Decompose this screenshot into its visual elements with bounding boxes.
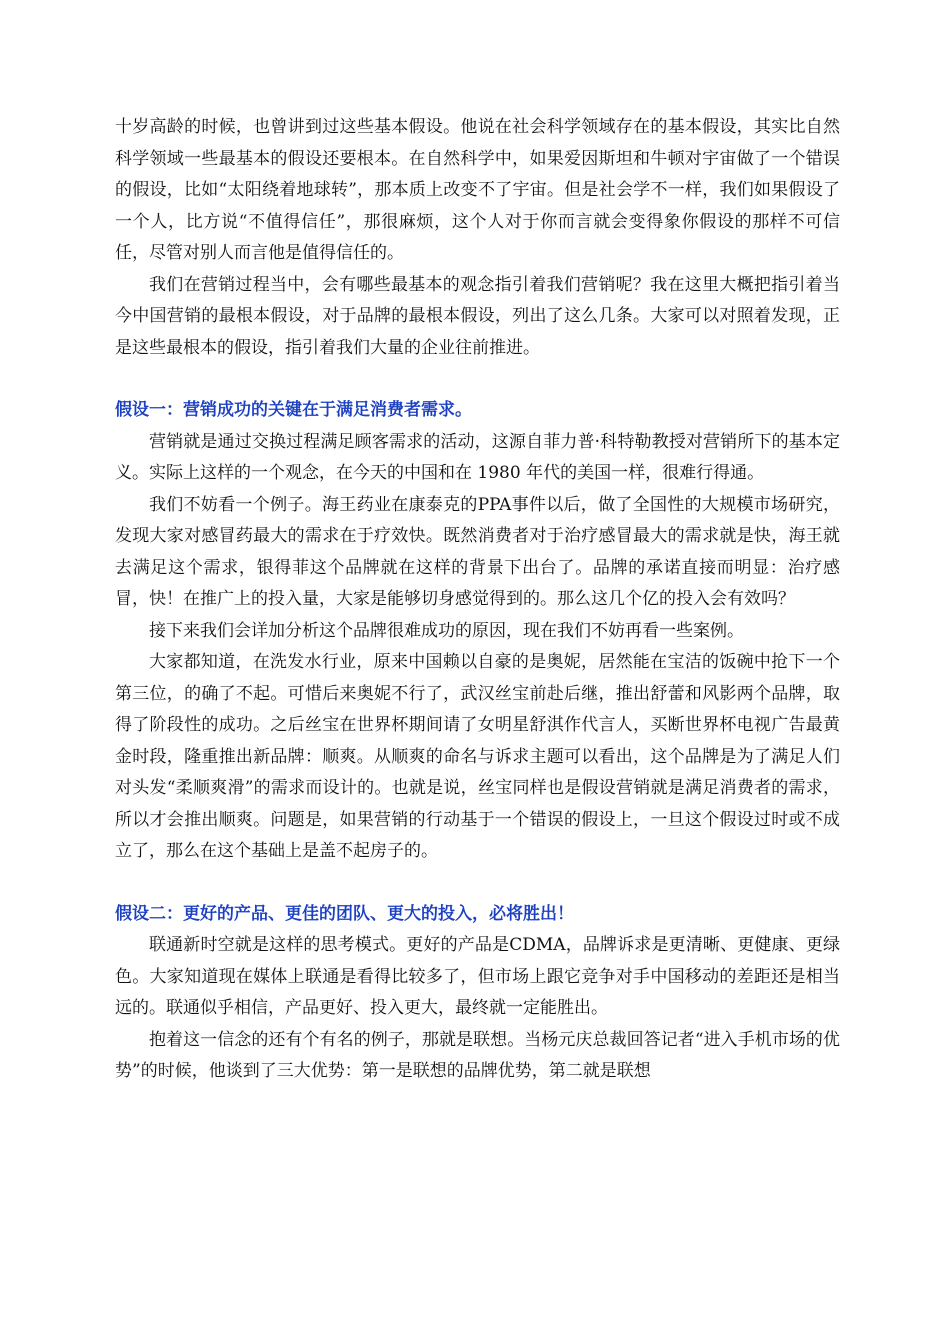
paragraph: 接下来我们会详加分析这个品牌很难成功的原因，现在我们不妨再看一些案例。 <box>149 620 744 641</box>
document-page <box>115 112 840 1088</box>
paragraph: 我们在营销过程当中，会有哪些最基本的观念指引着我们营销呢？我在这里大概把指引着当今中国营销的最根本假设，对于品牌的最根本假设，列出了这么几条。大家可以对照着发现，正是这些最根本的假设，指引着我们大量的企业往前推进。 <box>115 274 840 358</box>
section-heading: 假设二：更好的产品、更佳的团队、更大的投入，必将胜出！ <box>115 903 574 924</box>
paragraph: 十岁高龄的时候，也曾讲到过这些基本假设。他说在社会科学领域存在的基本假设，其实比自然科学领域一些最基本的假设还要根本。在自然科学中，如果爱因斯坦和牛顿对宇宙做了一个错误的假设，比如“太阳绕着地球转”，那本质上改变不了宇宙。但是社会学不一样，我们如果假设了一个人，比方说“不值得信任”，那很麻烦，这个人对于你而言就会变得象你假设的那样不可信任，尽管对别人而言他是值得信任的。 <box>115 117 840 263</box>
paragraph: 联通新时空就是这样的思考模式。更好的产品是CDMA，品牌诉求是更清晰、更健康、更绿色。大家知道现在媒体上联通是看得比较多了，但市场上跟它竞争对手中国移动的差距还是相当远的。联通似乎相信，产品更好、投入更大，最终就一定能胜出。 <box>115 935 840 1018</box>
spacer <box>115 364 840 395</box>
paragraph: 我们不妨看一个例子。海王药业在康泰克的PPA事件以后，做了全国性的大规模市场研究，发现大家对感冒药最大的需求在于疗效快。既然消费者对于治疗感冒最大的需求就是快，海王就去满足这个需求，银得菲这个品牌就在这样的背景下出台了。品牌的承诺直接而明显：治疗感冒，快！在推广上的投入量，大家是能够切身感觉得到的。那么这几个亿的投入会有效吗？ <box>115 494 840 609</box>
section-heading: 假设一：营销成功的关键在于满足消费者需求。 <box>115 400 472 420</box>
paragraph: 营销就是通过交换过程满足顾客需求的活动，这源自菲力普·科特勒教授对营销所下的基本定义。实际上这样的一个观念，在今天的中国和在 1980 年代的美国一样，很难行得通。 <box>115 431 840 483</box>
spacer <box>115 868 840 899</box>
paragraph: 抱着这一信念的还有个有名的例子，那就是联想。当杨元庆总裁回答记者“进入手机市场的优势”的时候，他谈到了三大优势：第一是联想的品牌优势，第二就是联想 <box>115 1029 840 1081</box>
paragraph: 大家都知道，在洗发水行业，原来中国赖以自豪的是奥妮，居然能在宝洁的饭碗中抢下一个第三位，的确了不起。可惜后来奥妮不行了，武汉丝宝前赴后继，推出舒蕾和风影两个品牌，取得了阶段性的成功。之后丝宝在世界杯期间请了女明星舒淇作代言人，买断世界杯电视广告最黄金时段，隆重推出新品牌：顺爽。从顺爽的命名与诉求主题可以看出，这个品牌是为了满足人们对头发“柔顺爽滑”的需求而设计的。也就是说，丝宝同样也是假设营销就是满足消费者的需求，所以才会推出顺爽。问题是，如果营销的行动基于一个错误的假设上，一旦这个假设过时或不成立了，那么在这个基础上是盖不起房子的。 <box>115 652 840 861</box>
